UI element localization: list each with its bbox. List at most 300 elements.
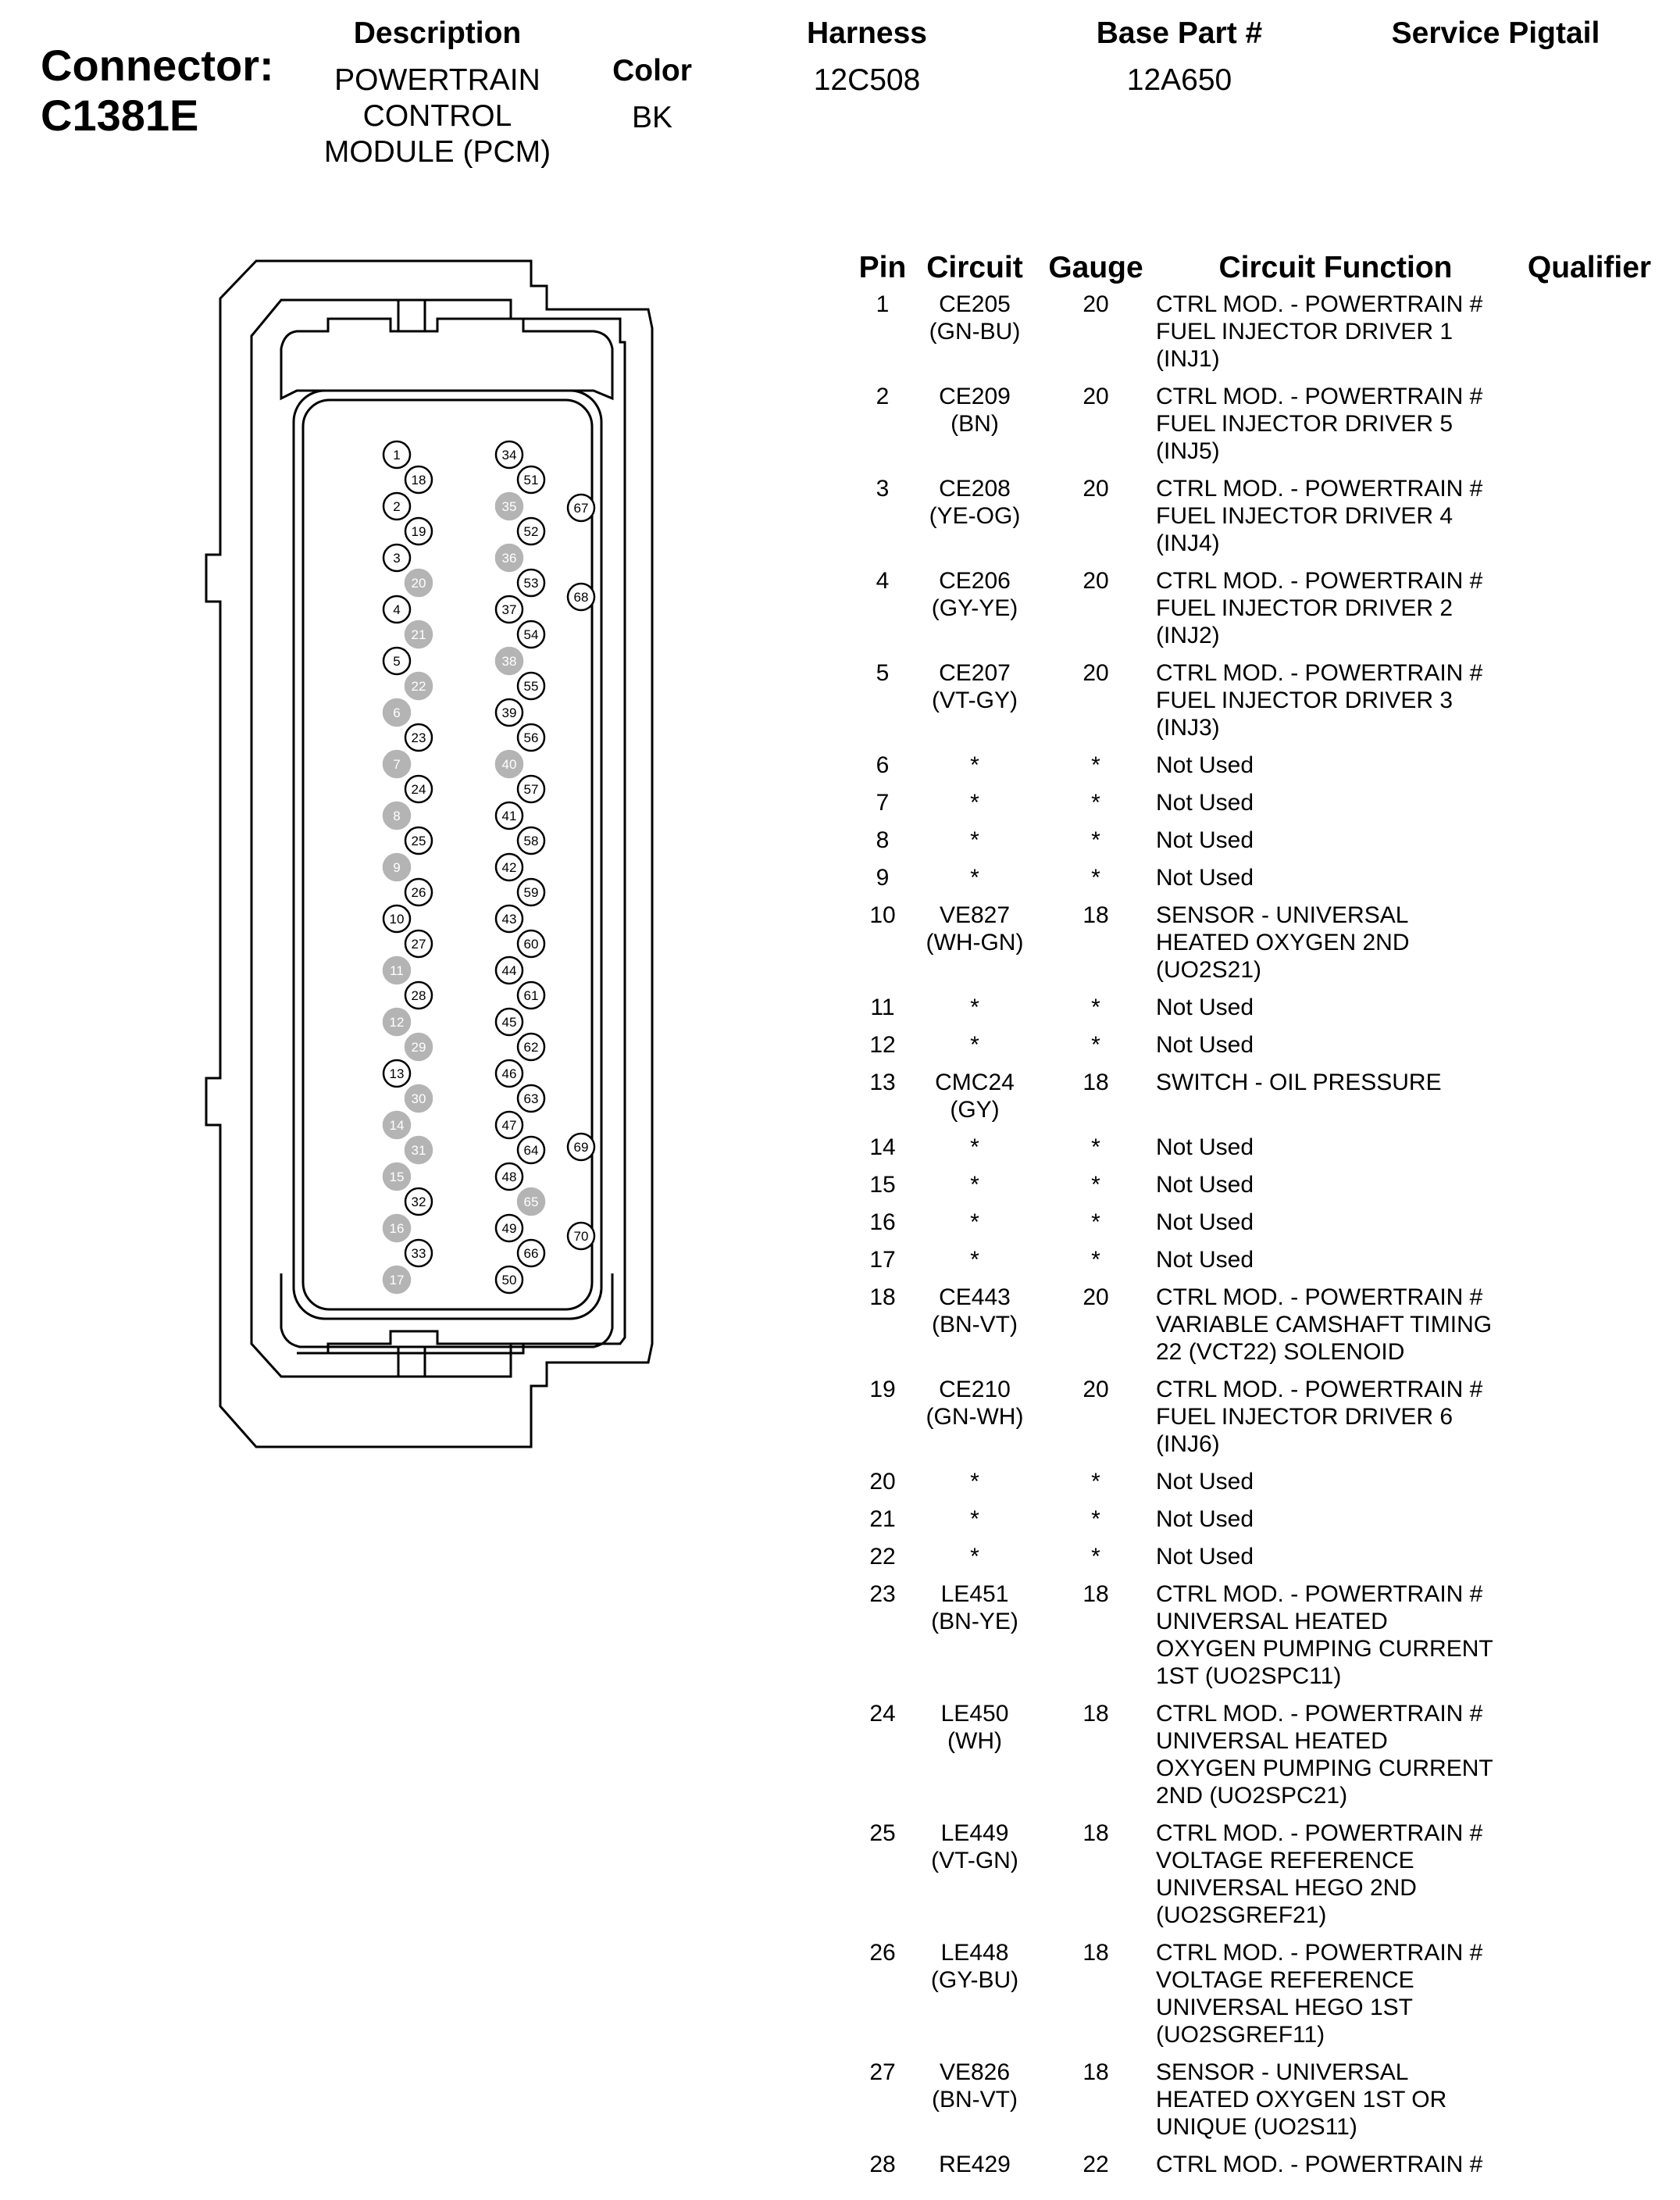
circuit-function-line: 1ST (UO2SPC11) <box>1156 1663 1342 1689</box>
wire-gauge-line: 20 <box>1083 660 1109 686</box>
connector-pin-label: 59 <box>523 885 539 900</box>
pin-number-line: 19 <box>869 1377 896 1402</box>
circuit-id <box>912 864 1037 891</box>
circuit-id <box>912 2059 1037 2113</box>
circuit-id-line: * <box>970 1506 979 1532</box>
circuit-function <box>1156 1209 1523 1236</box>
connector-pin-label: 50 <box>501 1273 517 1288</box>
circuit-function-line: OXYGEN PUMPING CURRENT <box>1156 1755 1493 1781</box>
circuit-function-line: Not Used <box>1156 790 1254 816</box>
connector-pin-label: 46 <box>501 1066 517 1081</box>
connector-pin-label: 29 <box>411 1040 426 1055</box>
wire-gauge-line: 20 <box>1083 1284 1109 1310</box>
circuit-id <box>912 1820 1037 1874</box>
circuit-function-line: Not Used <box>1156 1544 1254 1570</box>
connector-pin-label: 39 <box>501 705 517 720</box>
connector-pin <box>496 1215 523 1241</box>
connector-pin-label: 68 <box>573 590 589 605</box>
connector-pin-label: 28 <box>411 988 426 1003</box>
connector-pin <box>405 1085 432 1112</box>
connector-pin-label: 11 <box>390 963 404 978</box>
connector-pin-label: 20 <box>411 576 426 591</box>
wire-gauge <box>1037 789 1154 816</box>
connector-pin-label: 42 <box>501 860 517 875</box>
connector-pin-label: 18 <box>411 473 426 488</box>
connector-pin-label: 34 <box>501 448 517 462</box>
circuit-function-line: CTRL MOD. - POWERTRAIN # <box>1156 476 1483 502</box>
wire-gauge <box>1037 994 1154 1021</box>
pin-number-line: 22 <box>869 1544 896 1570</box>
connector-pin-label: 52 <box>523 524 539 539</box>
pin-number <box>851 1031 914 1059</box>
circuit-function-line: (INJ3) <box>1156 715 1220 741</box>
circuit-function <box>1156 1580 1523 1690</box>
circuit-id <box>912 1171 1037 1198</box>
pin-number-line: 12 <box>869 1032 896 1058</box>
circuit-id-line: * <box>970 1032 979 1058</box>
connector-pin <box>496 441 523 468</box>
connector-pin-label: 53 <box>523 576 539 591</box>
circuit-function-line: Not Used <box>1156 1172 1254 1198</box>
connector-pin <box>383 854 410 880</box>
connector-pin <box>518 1240 544 1266</box>
connector-pin-label: 32 <box>411 1195 426 1209</box>
connector-pin <box>496 1266 523 1293</box>
wire-gauge <box>1037 2059 1154 2086</box>
circuit-id-line: (VT-GY) <box>932 688 1018 713</box>
circuit-id-line: (BN-YE) <box>931 1609 1018 1634</box>
connector-pin-label: 60 <box>523 937 539 952</box>
connector-pin-label: 54 <box>523 627 539 642</box>
circuit-id-line: * <box>970 790 979 816</box>
connector-pin-label: 6 <box>393 705 401 720</box>
pin-number <box>851 383 914 410</box>
connector-pin <box>496 596 523 623</box>
connector-pin <box>496 1060 523 1087</box>
circuit-id <box>912 1069 1037 1123</box>
connector-pin <box>518 776 544 802</box>
wire-gauge-line: 20 <box>1083 384 1109 409</box>
description-label: Description <box>353 16 522 50</box>
wire-gauge <box>1037 1031 1154 1059</box>
harness-value: 12C508 <box>813 63 921 97</box>
connector-pin-label: 12 <box>389 1015 405 1030</box>
connector-pin-label: 51 <box>523 473 539 488</box>
wire-gauge <box>1037 1246 1154 1273</box>
wire-gauge <box>1037 902 1154 929</box>
connector-pin-label: 61 <box>523 988 539 1003</box>
pin-number <box>851 789 914 816</box>
connector-pin-label: 48 <box>501 1170 517 1184</box>
connector-pin <box>496 493 523 520</box>
wire-gauge-line: * <box>1091 1506 1100 1532</box>
wire-gauge <box>1037 1284 1154 1311</box>
circuit-function-line: SWITCH - OIL PRESSURE <box>1156 1070 1442 1095</box>
circuit-id <box>912 659 1037 714</box>
connector-pin-label: 40 <box>501 757 517 772</box>
pin-number-line: 20 <box>869 1469 896 1495</box>
wire-gauge-line: * <box>1091 827 1100 853</box>
connector-pin-label: 69 <box>573 1140 589 1155</box>
circuit-function-line: CTRL MOD. - POWERTRAIN # <box>1156 1284 1483 1310</box>
connector-pin <box>496 545 523 571</box>
circuit-id-line: LE450 <box>940 1701 1009 1727</box>
circuit-id <box>912 2151 1037 2178</box>
circuit-id-line: * <box>970 1209 979 1235</box>
wire-gauge <box>1037 475 1154 502</box>
connector-pin <box>496 957 523 984</box>
connector-pin-label: 17 <box>389 1273 405 1288</box>
circuit-id-line: (BN-VT) <box>932 1312 1018 1338</box>
connector-pin-label: 21 <box>411 627 426 642</box>
circuit-id <box>912 1468 1037 1495</box>
connector-pin <box>518 930 544 957</box>
connector-pin-label: 36 <box>501 551 517 566</box>
connector-pin <box>496 1163 523 1190</box>
wire-gauge <box>1037 1820 1154 1847</box>
wire-gauge-line: * <box>1091 1134 1100 1160</box>
circuit-function-line: SENSOR - UNIVERSAL <box>1156 2059 1409 2085</box>
wire-gauge <box>1037 1543 1154 1570</box>
description-line: POWERTRAIN <box>334 63 540 97</box>
wire-gauge-line: * <box>1091 790 1100 816</box>
wire-gauge-line: 20 <box>1083 1377 1109 1402</box>
circuit-function-line: UNIVERSAL HEATED <box>1156 1728 1388 1754</box>
connector-pin <box>383 648 410 674</box>
connector-pin <box>518 466 544 493</box>
circuit-id-line: (GN-BU) <box>929 319 1021 345</box>
wire-gauge <box>1037 827 1154 854</box>
pin-number-line: 16 <box>869 1209 896 1235</box>
wire-gauge <box>1037 1171 1154 1198</box>
connector-pin <box>383 905 410 932</box>
pin-layer <box>383 441 594 1293</box>
connector-pin <box>518 518 544 545</box>
connector-pin <box>518 724 544 751</box>
pin-number-line: 24 <box>869 1701 896 1727</box>
pin-number <box>851 1171 914 1198</box>
circuit-function <box>1156 1939 1523 2048</box>
circuit-id <box>912 1543 1037 1570</box>
connector-pin-label: 65 <box>523 1195 539 1209</box>
wire-gauge <box>1037 1376 1154 1403</box>
pin-number <box>851 659 914 687</box>
connector-pin <box>405 518 432 545</box>
connector-pin <box>496 1009 523 1035</box>
connector-pin <box>383 751 410 777</box>
circuit-function-line: CTRL MOD. - POWERTRAIN # <box>1156 1701 1483 1727</box>
connector-pin <box>383 1009 410 1035</box>
circuit-function-line: CTRL MOD. - POWERTRAIN # <box>1156 568 1483 594</box>
circuit-id <box>912 752 1037 779</box>
pin-number-line: 15 <box>869 1172 896 1198</box>
connector-pin <box>383 957 410 984</box>
wire-gauge-line: 18 <box>1083 1581 1109 1607</box>
connector-pin-label: 41 <box>501 809 517 823</box>
connector-pin-label: 63 <box>523 1091 539 1106</box>
circuit-function-line: HEATED OXYGEN 2ND <box>1156 930 1410 955</box>
circuit-function <box>1156 789 1523 816</box>
connector-pin-label: 55 <box>523 679 539 694</box>
connector-pin-label: 30 <box>411 1091 426 1106</box>
wire-gauge <box>1037 1505 1154 1533</box>
circuit-id-line: LE448 <box>940 1940 1009 1966</box>
pin-number <box>851 1468 914 1495</box>
circuit-function-line: (INJ4) <box>1156 530 1220 556</box>
connector-pin <box>383 802 410 829</box>
pin-number-line: 11 <box>870 995 895 1020</box>
pin-number <box>851 1134 914 1161</box>
connector-pin-label: 64 <box>523 1143 539 1158</box>
circuit-id <box>912 567 1037 622</box>
circuit-id-line: * <box>970 827 979 853</box>
wire-gauge-line: 18 <box>1083 2059 1109 2085</box>
connector-pin <box>518 1188 544 1215</box>
header-pin: Pin <box>858 251 907 284</box>
connector-pin <box>496 699 523 726</box>
connector-pin-label: 3 <box>393 551 401 566</box>
connector-pin <box>518 1085 544 1112</box>
base-part-value: 12A650 <box>1126 63 1232 97</box>
connector-pin-label: 38 <box>501 654 517 669</box>
pin-number <box>851 1543 914 1570</box>
circuit-id-line: LE449 <box>940 1820 1009 1846</box>
wire-gauge-line: 18 <box>1083 1940 1109 1966</box>
pin-number <box>851 752 914 779</box>
wire-gauge <box>1037 1580 1154 1608</box>
pin-number-line: 10 <box>869 902 896 928</box>
pin-number-line: 27 <box>869 2059 896 2085</box>
pin-number-line: 2 <box>876 384 890 409</box>
circuit-id <box>912 902 1037 956</box>
pin-number <box>851 1700 914 1727</box>
connector-pin-label: 44 <box>501 963 517 978</box>
circuit-id <box>912 1939 1037 1994</box>
pin-number <box>851 1284 914 1311</box>
connector-pin <box>568 1223 594 1249</box>
pin-number-line: 7 <box>876 790 890 816</box>
circuit-id <box>912 475 1037 530</box>
wire-gauge-line: 22 <box>1083 2152 1109 2177</box>
circuit-id-line: CE207 <box>939 660 1011 686</box>
connector-pin <box>405 673 432 699</box>
circuit-id-line: * <box>970 995 979 1020</box>
circuit-function-line: FUEL INJECTOR DRIVER 2 <box>1156 595 1454 621</box>
pin-number-line: 14 <box>869 1134 896 1160</box>
service-pigtail-label: Service Pigtail <box>1391 16 1600 50</box>
circuit-function-line: CTRL MOD. - POWERTRAIN # <box>1156 1581 1483 1607</box>
circuit-id <box>912 1031 1037 1059</box>
circuit-id-line: * <box>970 1544 979 1570</box>
circuit-function-line: Not Used <box>1156 1209 1254 1235</box>
circuit-function <box>1156 291 1523 373</box>
pin-number <box>851 1069 914 1096</box>
circuit-id-line: CE209 <box>939 384 1011 409</box>
harness-label: Harness <box>807 16 927 50</box>
circuit-function-line: 22 (VCT22) SOLENOID <box>1156 1339 1405 1365</box>
circuit-function <box>1156 2059 1523 2141</box>
pin-number <box>851 902 914 929</box>
connector-pin-label: 67 <box>573 501 589 516</box>
circuit-function-line: (INJ6) <box>1156 1431 1220 1457</box>
header-circuit: Circuit <box>926 251 1023 284</box>
description-line: CONTROL <box>362 99 512 133</box>
circuit-id-line: VE826 <box>939 2059 1011 2085</box>
wire-gauge <box>1037 1069 1154 1096</box>
connector-pin-label: 35 <box>501 499 517 514</box>
connector-pin-label: 7 <box>393 757 401 772</box>
connector-pin <box>405 982 432 1009</box>
circuit-function-line: Not Used <box>1156 995 1254 1020</box>
circuit-function <box>1156 1284 1523 1366</box>
circuit-function-line: CTRL MOD. - POWERTRAIN # <box>1156 1820 1483 1846</box>
pin-number-line: 18 <box>869 1284 896 1310</box>
circuit-function-line: (UO2SGREF21) <box>1156 1902 1327 1928</box>
circuit-function-line: CTRL MOD. - POWERTRAIN # <box>1156 1940 1483 1966</box>
connector-pin-label: 31 <box>411 1143 426 1158</box>
connector-pin <box>405 879 432 905</box>
circuit-function-line: UNIVERSAL HEATED <box>1156 1609 1388 1634</box>
connector-pin <box>383 1112 410 1138</box>
wire-gauge-line: 18 <box>1083 1820 1109 1846</box>
circuit-id-line: VE827 <box>939 902 1011 928</box>
connector-pin <box>405 570 432 596</box>
wire-gauge-line: 18 <box>1083 902 1109 928</box>
circuit-function <box>1156 1543 1523 1570</box>
connector-pin <box>383 1060 410 1087</box>
circuit-id-line: (GY-YE) <box>931 595 1018 621</box>
pin-number-line: 26 <box>869 1940 896 1966</box>
wire-gauge-line: * <box>1091 995 1100 1020</box>
header-qualifier: Qualifier <box>1527 251 1652 284</box>
circuit-function-line: FUEL INJECTOR DRIVER 3 <box>1156 688 1454 713</box>
pin-number <box>851 827 914 854</box>
circuit-id-line: * <box>970 865 979 891</box>
pin-number <box>851 1246 914 1273</box>
header-gauge: Gauge <box>1048 251 1143 284</box>
wire-gauge <box>1037 1134 1154 1161</box>
circuit-id-line: * <box>970 752 979 778</box>
circuit-id-line: (VT-GN) <box>931 1848 1018 1873</box>
connector-pin <box>568 495 594 521</box>
circuit-id-line: (WH) <box>947 1728 1002 1754</box>
circuit-function-line: Not Used <box>1156 827 1254 853</box>
wire-gauge-line: 20 <box>1083 476 1109 502</box>
circuit-id <box>912 1284 1037 1338</box>
circuit-function-line: Not Used <box>1156 865 1254 891</box>
circuit-id-line: * <box>970 1247 979 1273</box>
circuit-id <box>912 1580 1037 1635</box>
connector-pin <box>405 466 432 493</box>
connector-pin <box>518 879 544 905</box>
circuit-id-line: (WH-GN) <box>926 930 1024 955</box>
circuit-id <box>912 1209 1037 1236</box>
circuit-id-line: (GY) <box>950 1097 1000 1123</box>
connector-pin-label: 13 <box>389 1066 405 1081</box>
pin-number <box>851 2059 914 2086</box>
connector-pin <box>405 827 432 854</box>
circuit-function-line: CTRL MOD. - POWERTRAIN # <box>1156 2152 1483 2177</box>
connector-pin <box>496 751 523 777</box>
circuit-function-line: FUEL INJECTOR DRIVER 5 <box>1156 411 1454 437</box>
wire-gauge-line: 20 <box>1083 291 1109 317</box>
pin-number-line: 23 <box>869 1581 896 1607</box>
circuit-function-line: (INJ2) <box>1156 623 1220 648</box>
circuit-function <box>1156 752 1523 779</box>
connector-pin-label: 24 <box>411 782 426 797</box>
circuit-id-line: * <box>970 1134 979 1160</box>
connector-pin-label: 62 <box>523 1040 539 1055</box>
circuit-function <box>1156 1820 1523 1929</box>
wire-gauge-line: * <box>1091 1469 1100 1495</box>
circuit-function <box>1156 902 1523 984</box>
connector-pin-label: 45 <box>501 1015 517 1030</box>
connector-pin-label: 25 <box>411 834 426 848</box>
connector-label: Connector: <box>41 41 274 90</box>
circuit-function <box>1156 475 1523 557</box>
circuit-id-line: (BN) <box>951 411 999 437</box>
header-circuit-function: Circuit Function <box>1218 251 1453 284</box>
connector-pin-label: 26 <box>411 885 426 900</box>
wire-gauge <box>1037 2151 1154 2178</box>
circuit-id-line: (YE-OG) <box>929 503 1021 529</box>
circuit-function-line: CTRL MOD. - POWERTRAIN # <box>1156 291 1483 317</box>
pin-number <box>851 1939 914 1966</box>
connector-pin <box>518 621 544 648</box>
circuit-function-line: VOLTAGE REFERENCE <box>1156 1848 1414 1873</box>
wire-gauge <box>1037 1700 1154 1727</box>
connector-pin <box>383 441 410 468</box>
connector-pin-label: 8 <box>393 809 401 823</box>
connector-pin <box>518 570 544 596</box>
circuit-function-line: (UO2S21) <box>1156 957 1262 983</box>
wire-gauge <box>1037 864 1154 891</box>
connector-housing <box>206 261 652 1447</box>
circuit-id-line: RE429 <box>939 2152 1011 2177</box>
wire-gauge-line: * <box>1091 1544 1100 1570</box>
pin-number <box>851 475 914 502</box>
connector-pin <box>568 1134 594 1160</box>
connector-pin-label: 16 <box>389 1221 405 1236</box>
circuit-function <box>1156 1505 1523 1533</box>
connector-pin-label: 4 <box>393 602 401 617</box>
pin-number-line: 17 <box>869 1247 896 1273</box>
circuit-function <box>1156 1171 1523 1198</box>
connector-pin <box>405 1034 432 1060</box>
pin-number-line: 6 <box>876 752 890 778</box>
circuit-function-line: (INJ5) <box>1156 438 1220 464</box>
connector-pin-label: 33 <box>411 1246 426 1261</box>
pin-number <box>851 1209 914 1236</box>
wire-gauge <box>1037 1209 1154 1236</box>
circuit-id <box>912 383 1037 438</box>
circuit-id-line: CMC24 <box>935 1070 1015 1095</box>
connector-pin <box>518 1137 544 1163</box>
pin-number <box>851 1505 914 1533</box>
circuit-function-line: (UO2SGREF11) <box>1156 2022 1325 2048</box>
connector-pin-label: 23 <box>411 730 426 745</box>
circuit-id <box>912 1700 1037 1755</box>
circuit-function <box>1156 1246 1523 1273</box>
connector-pin <box>496 905 523 932</box>
circuit-function-line: CTRL MOD. - POWERTRAIN # <box>1156 660 1483 686</box>
circuit-function-line: UNIQUE (UO2S11) <box>1156 2114 1357 2140</box>
circuit-function <box>1156 1376 1523 1458</box>
connector-pin <box>405 1188 432 1215</box>
circuit-function-line: HEATED OXYGEN 1ST OR <box>1156 2087 1447 2112</box>
connector-pin <box>383 545 410 571</box>
connector-pin <box>405 1240 432 1266</box>
